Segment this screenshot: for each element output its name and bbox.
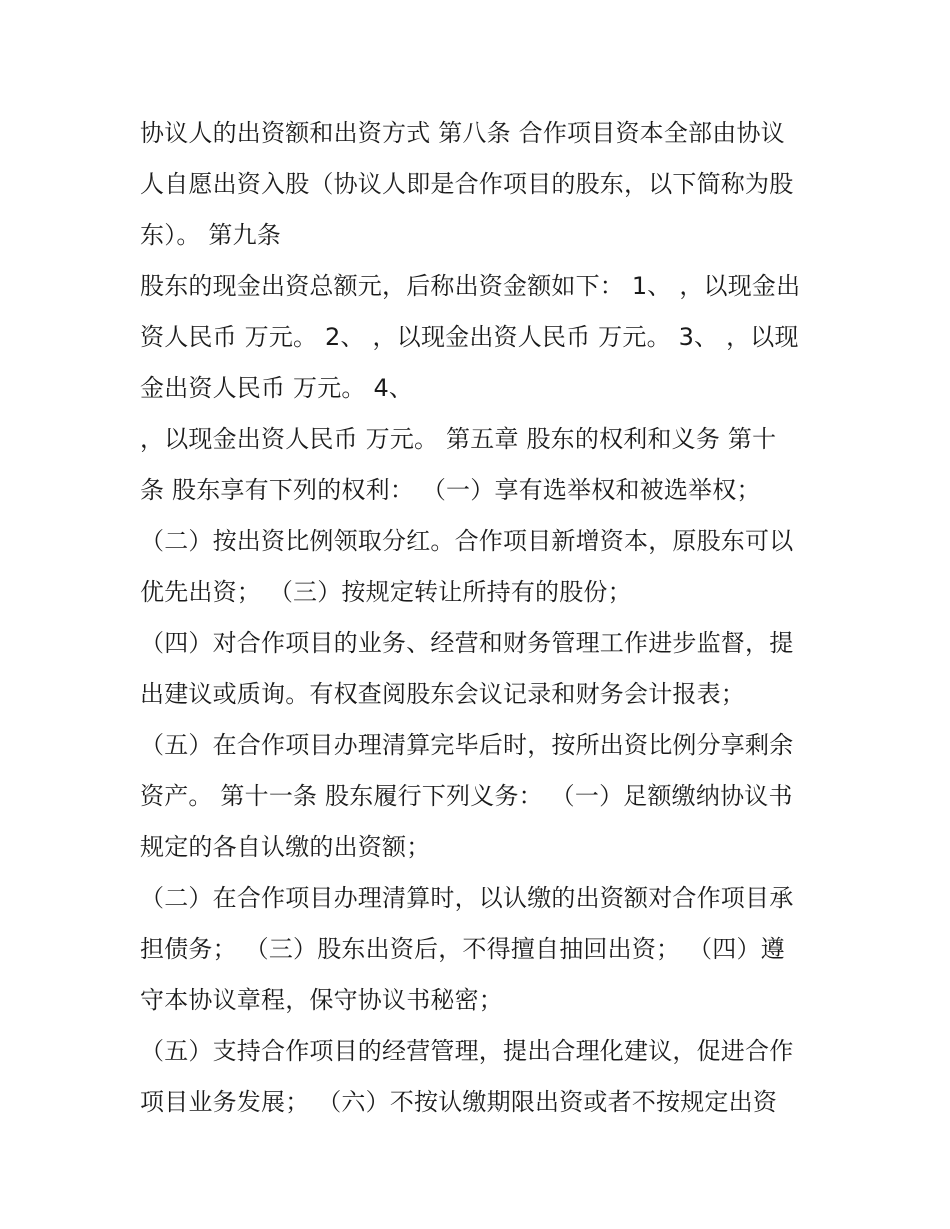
text-line: （五）支持合作项目的经营管理，提出合理化建议，促进合作 bbox=[140, 1037, 794, 1065]
text-line: 人自愿出资入股（协议人即是合作项目的股东，以下简称为股 bbox=[140, 170, 794, 198]
text-line: 出建议或质询。有权查阅股东会议记录和财务会计报表； bbox=[140, 680, 745, 708]
text-line: 资产。 第十一条 股东履行下列义务： （一）足额缴纳协议书 bbox=[140, 782, 793, 810]
text-line: （四）对合作项目的业务、经营和财务管理工作进步监督，提 bbox=[140, 629, 794, 657]
paragraph-2 bbox=[140, 261, 820, 414]
paragraph-4 bbox=[140, 516, 820, 618]
text-line: 资人民币 万元。 2、 ，以现金出资人民币 万元。 3、 ，以现 bbox=[140, 323, 799, 351]
text-line: 金出资人民币 万元。 4、 bbox=[140, 374, 414, 402]
text-line: 优先出资； （三）按规定转让所持有的股份； bbox=[140, 578, 632, 606]
text-line: 规定的各自认缴的出资额； bbox=[140, 833, 431, 861]
text-line: （二）按出资比例领取分红。合作项目新增资本，原股东可以 bbox=[140, 527, 794, 555]
text-line: 协议人的出资额和出资方式 第八条 合作项目资本全部由协议 bbox=[140, 119, 785, 147]
text-line: ，以现金出资人民币 万元。 第五章 股东的权利和义务 第十 bbox=[140, 425, 777, 453]
paragraph-5 bbox=[140, 618, 820, 720]
text-line: 东）。 第九条 bbox=[140, 221, 282, 249]
paragraph-7 bbox=[140, 873, 820, 1026]
text-line: （五）在合作项目办理清算完毕后时，按所出资比例分享剩余 bbox=[140, 731, 794, 759]
text-line: 守本协议章程，保守协议书秘密； bbox=[140, 986, 503, 1014]
paragraph-8 bbox=[140, 1026, 820, 1128]
text-line: （二）在合作项目办理清算时，以认缴的出资额对合作项目承 bbox=[140, 884, 794, 912]
text-line: 股东的现金出资总额元，后称出资金额如下： 1、 ，以现金出 bbox=[140, 272, 801, 300]
text-line: 条 股东享有下列的权利： （一）享有选举权和被选举权； bbox=[140, 476, 761, 504]
text-line: 担债务； （三）股东出资后，不得擅自抽回出资； （四）遵 bbox=[140, 935, 785, 963]
text-line: 项目业务发展； （六）不按认缴期限出资或者不按规定出资 bbox=[140, 1088, 778, 1116]
paragraph-6 bbox=[140, 720, 820, 873]
paragraph-3 bbox=[140, 414, 820, 516]
document-body bbox=[140, 108, 820, 1128]
paragraph-1 bbox=[140, 108, 820, 261]
